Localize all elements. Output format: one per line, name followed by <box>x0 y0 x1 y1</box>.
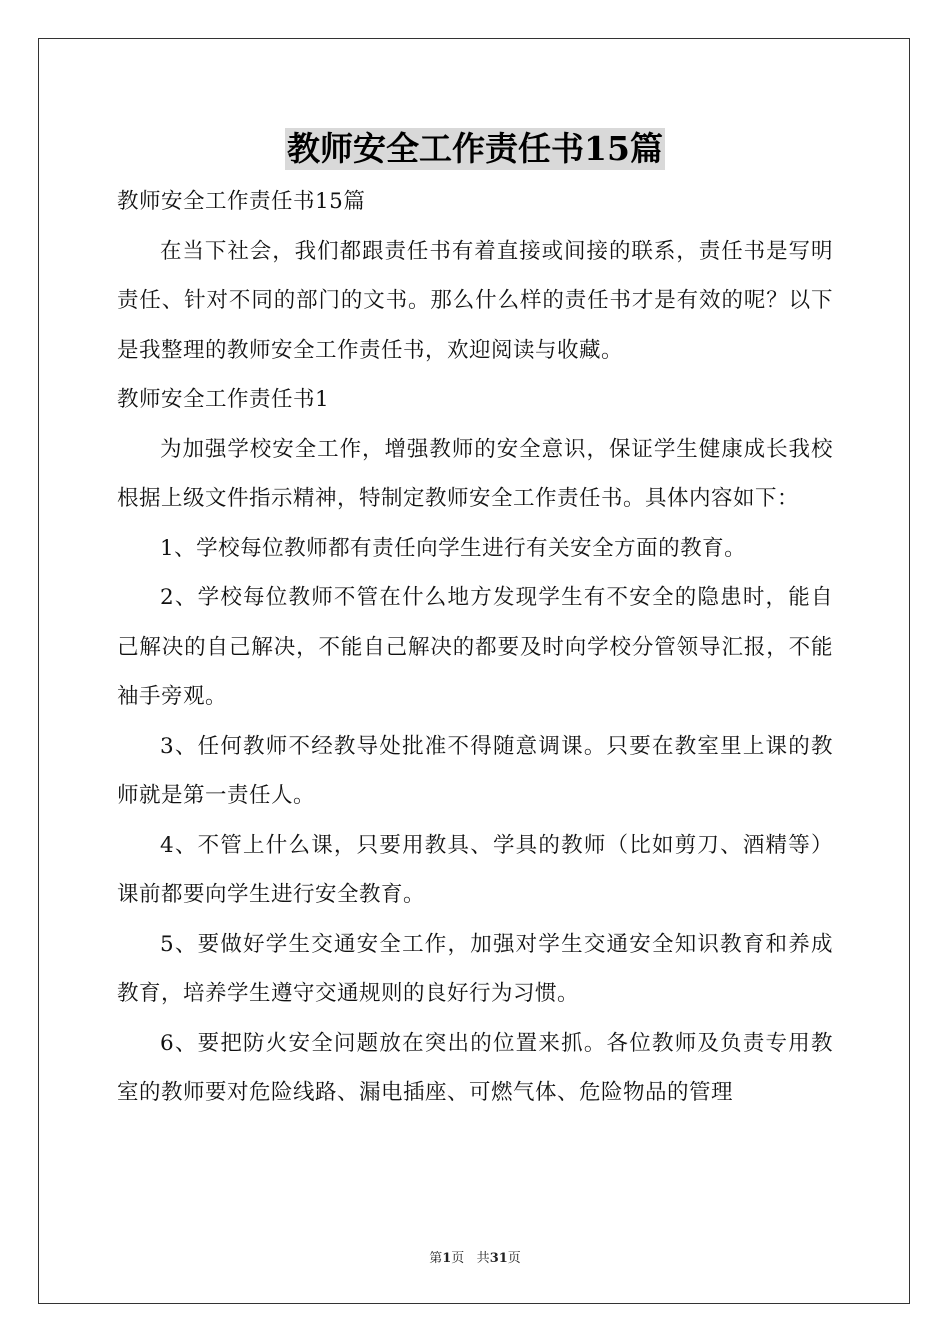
paragraph: 3、任何教师不经教导处批准不得随意调课。只要在教室里上课的教师就是第一责任人。 <box>117 733 833 808</box>
paragraph: 1、学校每位教师都有责任向学生进行有关安全方面的教育。 <box>160 535 747 561</box>
footer-total-prefix: 共 <box>476 1251 490 1266</box>
paragraph: 4、不管上什么课，只要用教具、学具的教师（比如剪刀、酒精等）课前都要向学生进行安全教育。 <box>117 832 833 907</box>
title-container <box>0 128 950 170</box>
document-body <box>117 177 833 1118</box>
paragraph: 教师安全工作责任书1 <box>117 387 330 412</box>
paragraph: 5、要做好学生交通安全工作，加强对学生交通安全知识教育和养成教育，培养学生遵守交通规则的良好行为习惯。 <box>117 931 833 1006</box>
footer-page-prefix: 第 <box>429 1251 443 1266</box>
paragraph: 为加强学校安全工作，增强教师的安全意识，保证学生健康成长我校根据上级文件指示精神，特制定教师安全工作责任书。具体内容如下： <box>117 436 833 511</box>
paragraph: 教师安全工作责任书15篇 <box>117 189 366 214</box>
footer-total-pages: 31 <box>489 1251 508 1266</box>
document-title: 教师安全工作责任书15篇 <box>287 129 663 168</box>
paragraph: 2、学校每位教师不管在什么地方发现学生有不安全的隐患时，能自己解决的自己解决，不能自己解决的都要及时向学校分管领导汇报，不能袖手旁观。 <box>117 585 833 709</box>
footer-total-suffix: 页 <box>507 1251 521 1266</box>
footer-page-suffix: 页 <box>451 1251 465 1266</box>
paragraph: 6、要把防火安全问题放在突出的位置来抓。各位教师及负责专用教室的教师要对危险线路、漏电插座、可燃气体、危险物品的管理 <box>117 1030 833 1105</box>
page-footer <box>0 1247 950 1266</box>
paragraph: 在当下社会，我们都跟责任书有着直接或间接的联系，责任书是写明责任、针对不同的部门的文书。那么什么样的责任书才是有效的呢？以下是我整理的教师安全工作责任书，欢迎阅读与收藏。 <box>117 238 833 363</box>
footer-page-number: 1 <box>442 1251 452 1266</box>
